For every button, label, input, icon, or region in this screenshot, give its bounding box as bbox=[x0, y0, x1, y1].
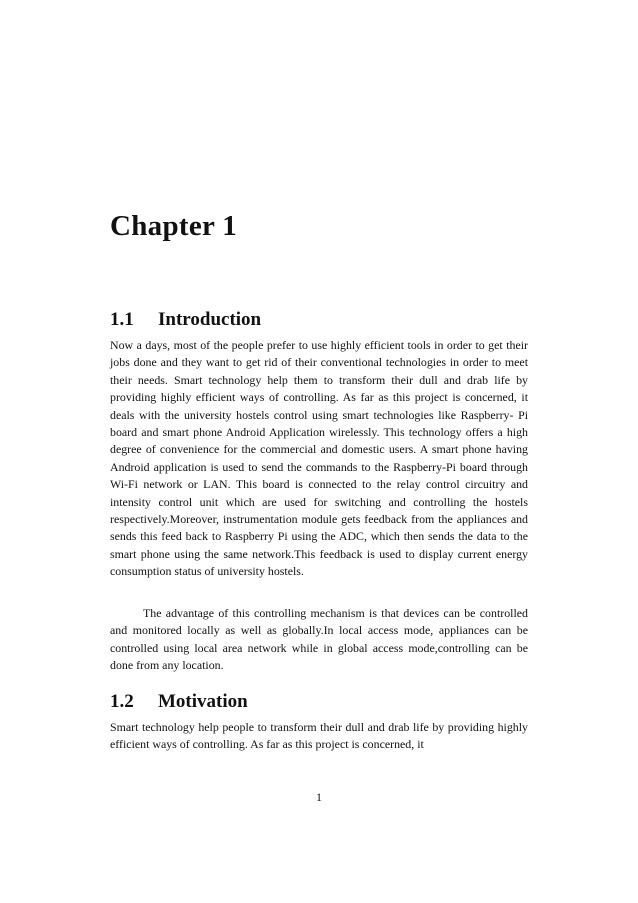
section-heading-motivation bbox=[110, 691, 248, 713]
section-number: 1.2 bbox=[110, 691, 134, 712]
page-number: 1 bbox=[316, 790, 322, 804]
introduction-paragraph-1: Now a days, most of the people prefer to use highly efficient tools in order to get their jobs done and they want to get rid of their conventional technologies in order to meet their needs. Smart technology help them to transform their dull and drab life by providing highly efficient ways of controlling. As far as this project is concerned, it deals with the university hostels control using smart technologies like Raspberry- Pi board and smart phone Android Application wirelessly. This technology offers a high degree of convenience for the commercial and domestic users. A smart phone having Android application is used to send the commands to the Raspberry-Pi board through Wi-Fi network or LAN. This board is connected to the relay control circuitry and intensity control unit which are used for switching and controlling the hostels respectively.Moreover, instrumentation module gets feedback from the appliances and sends this feed back to Raspberry Pi using the ADC, which then sends the data to the smart phone using the same network.This feedback is used to display current energy consumption status of university hostels. bbox=[110, 338, 528, 579]
section-heading-introduction bbox=[110, 309, 261, 331]
introduction-paragraph-2: The advantage of this controlling mechanism is that devices can be controlled and monitored locally as well as globally.In local access mode, appliances can be controlled using local area network while in global access mode,controlling can be done from any location. bbox=[110, 606, 528, 673]
motivation-paragraph-1: Smart technology help people to transform their dull and drab life by providing highly efficient ways of controlling. As far as this project is concerned, it bbox=[110, 720, 528, 752]
chapter-title: Chapter 1 bbox=[110, 210, 238, 242]
section-title: Motivation bbox=[158, 691, 248, 712]
document-page bbox=[110, 0, 528, 903]
section-title: Introduction bbox=[158, 309, 262, 330]
section-number: 1.1 bbox=[110, 309, 134, 330]
